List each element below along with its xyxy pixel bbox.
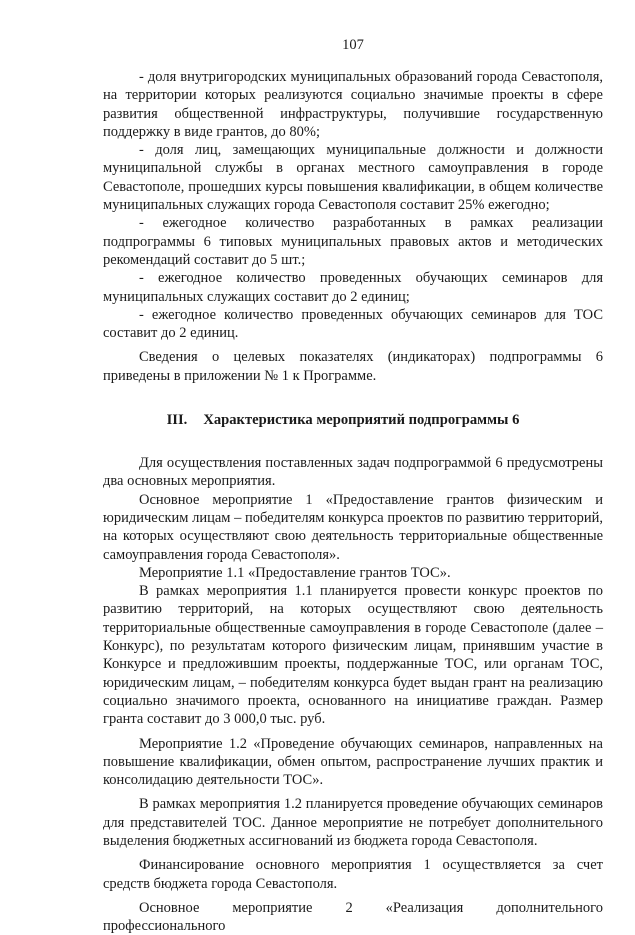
indicators-list: [103, 68, 603, 385]
paragraph: В рамках мероприятия 1.2 планируется проведение обучающих семинаров для представителей ТОС. Данное мероприятие не потребует дополнительного выделения бюджетных ассигнований из бюджета города Севастополя.: [103, 796, 603, 849]
paragraph: Финансирование основного мероприятия 1 осуществляется за счет средств бюджета города Севастополя.: [103, 857, 603, 892]
paragraph: - ежегодное количество проведенных обучающих семинаров для муниципальных служащих составит до 2 единиц;: [103, 270, 603, 305]
paragraph: - ежегодное количество разработанных в рамках реализации подпрограммы 6 типовых муниципальных правовых актов и методических рекомендаций составит до 5 шт.;: [103, 215, 603, 268]
paragraph: - доля лиц, замещающих муниципальные должности и должности муниципальной службы в органах местного самоуправления в городе Севастополе, прошедших курсы повышения квалификации, в общем количестве муниципальных служащих города Севастополя составит 25% ежегодно;: [103, 142, 603, 214]
section-body: [103, 454, 603, 935]
paragraph: Сведения о целевых показателях (индикаторах) подпрограммы 6 приведены в приложении № 1 к Программе.: [103, 349, 603, 384]
paragraph: - ежегодное количество проведенных обучающих семинаров для ТОС составит до 2 единиц.: [103, 306, 603, 342]
paragraph: Основное мероприятие 2 «Реализация дополнительного профессионального: [103, 899, 603, 935]
section-number: III.: [166, 412, 188, 429]
section-title: Характеристика мероприятий подпрограммы 6: [203, 412, 520, 429]
paragraph: Основное мероприятие 1 «Предоставление грантов физическим и юридическим лицам – победителям конкурса проектов по развитию территорий, на которых осуществляют свою деятельность территориальные общественные самоуправления города Севастополя».: [103, 491, 603, 563]
paragraph: Мероприятие 1.1 «Предоставление грантов ТОС».: [139, 564, 451, 581]
paragraph: - доля внутригородских муниципальных образований города Севастополя, на территории которых реализуются социально значимые проекты в сфере развития общественной инфраструктуры, получившие государственную поддержку в виде грантов, до 80%;: [103, 69, 603, 140]
section-heading: [103, 411, 603, 429]
paragraph: Для осуществления поставленных задач подпрограммой 6 предусмотрены два основных мероприятия.: [103, 455, 603, 490]
page-number: 107: [342, 37, 364, 53]
paragraph: В рамках мероприятия 1.1 планируется провести конкурс проектов по развитию территорий, на которых осуществляют свою деятельность территориальные общественные самоуправления в городе Севастополе (далее – Конкурс), по результатам которого физическим лицам, принявшим участие в Конкурсе и предложившим проекты, поддержанные ТОС, или органам ТОС, юридическим лицам, – победителям конкурса будет выдан грант на реализацию социально значимого проекта, основанного на инициативе граждан. Размер гранта составит до 3 000,0 тыс. руб.: [103, 583, 603, 728]
paragraph: Мероприятие 1.2 «Проведение обучающих семинаров, направленных на повышение квалификации, обмен опытом, распространение лучших практик и консолидацию деятельности ТОС».: [103, 735, 603, 789]
